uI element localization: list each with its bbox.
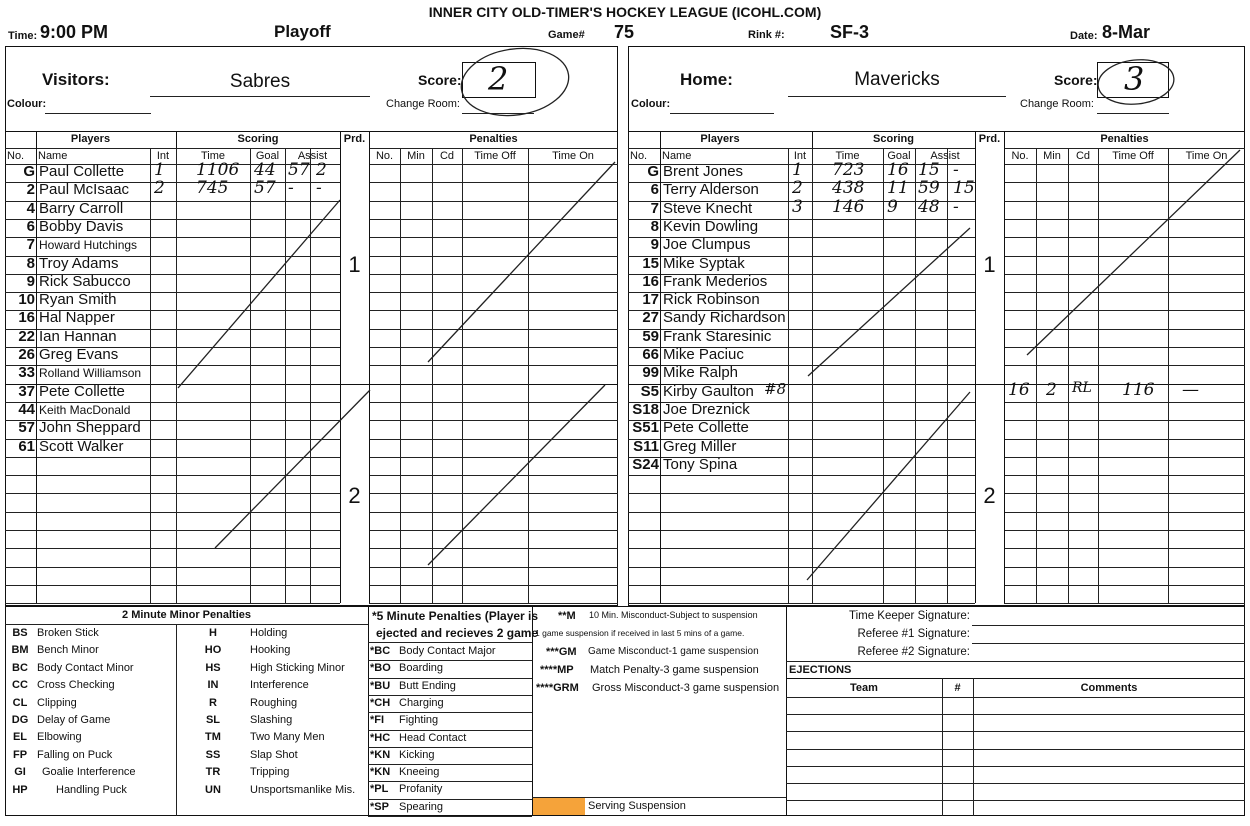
visitors-column-header: Name — [38, 150, 68, 162]
scoring-time: 745 — [196, 178, 229, 199]
player-name: Mike Ralph — [663, 364, 739, 382]
scoring-assist1: 15 — [918, 160, 940, 180]
visitors-column-header: No. — [375, 150, 394, 162]
home-column-header: Time — [835, 150, 860, 162]
visitors-column-header: Goal — [255, 150, 280, 162]
visitors-label: Visitors: — [42, 70, 110, 89]
scoring-assist1: 57 — [288, 160, 310, 180]
player-name: Rolland Williamson — [39, 366, 142, 381]
home-column-header: No. — [630, 150, 648, 162]
player-number: 15 — [642, 254, 659, 272]
minor-desc: Cross Checking — [37, 679, 115, 692]
minor-penalties-title: 2 Minute Minor Penalties — [122, 609, 251, 621]
misconduct-code: **M — [558, 610, 576, 622]
player-name: Brent Jones — [663, 163, 744, 180]
player-number: 4 — [26, 199, 35, 217]
visitors-players-header: Players — [70, 133, 111, 145]
minor-desc: Hooking — [250, 644, 291, 657]
major-desc: Boarding — [399, 662, 444, 675]
visitors-column-header: Time Off — [474, 150, 516, 162]
player-number: 6 — [650, 181, 659, 199]
player-name: Howard Hutchings — [39, 238, 138, 253]
signature-label: Referee #1 Signature: — [857, 628, 970, 640]
scoring-int: 1 — [792, 160, 803, 180]
home-period-1: 1 — [983, 252, 996, 277]
minor-desc: Delay of Game — [37, 714, 111, 726]
minor-code: CL — [12, 696, 28, 709]
player-number: S24 — [632, 455, 659, 473]
player-name: Paul Collette — [39, 163, 125, 180]
home-column-header: Int — [793, 150, 807, 162]
grm-code: ****GRM — [536, 682, 579, 694]
scoring-int: 2 — [792, 178, 803, 199]
major-title-1: *5 Minute Penalties (Player is — [372, 609, 539, 623]
signature-label: Referee #2 Signature: — [857, 646, 970, 658]
player-number: G — [23, 163, 35, 180]
major-code: *BU — [370, 679, 391, 692]
gm-desc: Game Misconduct-1 game suspension — [588, 646, 759, 657]
penalty-number: 16 — [1008, 379, 1030, 400]
player-number: G — [647, 163, 659, 180]
player-number: 59 — [642, 327, 659, 345]
player-number: 7 — [26, 236, 35, 254]
game-label: Game# — [548, 29, 585, 41]
scoring-goal: 44 — [254, 160, 276, 180]
scoring-assist1: 59 — [918, 178, 940, 199]
visitors-column-header: Time — [200, 150, 226, 162]
major-code: *SP — [370, 800, 389, 813]
scoring-assist1: - — [288, 178, 294, 199]
home-players-header: Players — [700, 133, 740, 145]
penalty-time-on: — — [1182, 379, 1199, 400]
player-name: Frank Mederios — [663, 272, 768, 290]
visitors-column-header: Time On — [552, 150, 594, 162]
major-code: *BC — [370, 645, 391, 657]
gm-code: ***GM — [546, 646, 577, 658]
minor-desc: Goalie Interference — [42, 766, 136, 779]
scoring-assist2: - — [316, 178, 322, 199]
minor-code: SL — [205, 714, 221, 726]
minor-desc: Two Many Men — [250, 731, 325, 744]
visitors-colour-label: Colour: — [7, 98, 47, 110]
visitors-scoring-header: Scoring — [237, 133, 279, 145]
visitors-score: 2 — [488, 60, 509, 98]
home-change-room-label: Change Room: — [1020, 98, 1094, 110]
player-number: 57 — [18, 419, 35, 437]
mp-code: ****MP — [540, 664, 574, 676]
minor-code: CC — [12, 679, 28, 692]
scoring-assist2: 2 — [316, 160, 327, 180]
misconduct-desc: 10 Min. Misconduct-Subject to suspension — [589, 610, 758, 620]
player-name: Ian Hannan — [39, 327, 117, 345]
scoring-time: 1106 — [196, 160, 240, 180]
visitors-penalties-header: Penalties — [469, 133, 518, 145]
scoring-goal: 16 — [887, 160, 909, 180]
visitors-column-header: Int — [156, 150, 170, 162]
player-number: 16 — [18, 309, 35, 327]
minor-desc: Slap Shot — [250, 748, 298, 761]
visitors-column-header: Min — [407, 150, 425, 162]
player-number: 9 — [26, 272, 35, 290]
player-name: Bobby Davis — [39, 217, 124, 235]
major-code: *BO — [370, 662, 391, 675]
player-number: 37 — [18, 382, 35, 400]
major-title-2: ejected and recieves 2 game — [376, 626, 539, 640]
player-name: Tony Spina — [663, 455, 738, 473]
visitors-period-2: 2 — [348, 483, 361, 508]
rink-label: Rink #: — [748, 29, 785, 41]
minor-desc: High Sticking Minor — [250, 661, 345, 674]
signature-label: Time Keeper Signature: — [848, 610, 970, 622]
visitors-column-header: Cd — [439, 150, 455, 162]
scoring-assist2: - — [953, 160, 959, 180]
minor-desc: Unsportsmanlike Mis. — [250, 783, 356, 796]
player-number: 99 — [642, 364, 659, 382]
major-code: *FI — [370, 714, 385, 727]
penalty-min: 2 — [1046, 379, 1057, 400]
home-colour-label: Colour: — [631, 98, 671, 110]
date-value: 8-Mar — [1102, 22, 1151, 42]
visitors-prd-header: Prd. — [343, 133, 366, 145]
home-column-header: Goal — [887, 150, 911, 162]
scoring-assist2: - — [953, 196, 959, 217]
player-name: Scott Walker — [39, 437, 124, 455]
player-number: 8 — [26, 254, 35, 272]
player-number: 61 — [18, 437, 35, 455]
home-column-header: No. — [1011, 150, 1029, 162]
player-number: 44 — [18, 400, 35, 418]
minor-desc: Elbowing — [37, 731, 82, 744]
home-penalties-header: Penalties — [1100, 133, 1149, 145]
player-number: S5 — [640, 382, 659, 400]
minor-code: FP — [12, 748, 28, 761]
player-name: Ryan Smith — [39, 291, 117, 309]
minor-code: BM — [11, 644, 29, 657]
player-name: Mike Paciuc — [663, 346, 744, 363]
minor-code: HP — [12, 783, 28, 796]
minor-desc: Slashing — [250, 714, 293, 726]
major-desc: Kneeing — [399, 766, 440, 779]
player-name: John Sheppard — [39, 419, 141, 437]
scoring-time: 438 — [832, 178, 865, 199]
player-number: 7 — [650, 199, 659, 217]
major-desc: Body Contact Major — [399, 645, 496, 657]
player-note: #8 — [764, 379, 787, 398]
player-name: Joe Clumpus — [663, 236, 751, 254]
player-number: S18 — [632, 400, 659, 418]
grm-desc: Gross Misconduct-3 game suspension — [592, 682, 780, 694]
minor-code: HS — [205, 661, 221, 674]
penalty-code: RL — [1072, 379, 1092, 396]
player-number: 33 — [18, 364, 35, 382]
player-number: 66 — [642, 346, 659, 363]
player-name: Pete Collette — [663, 419, 749, 437]
home-column-header: Cd — [1075, 150, 1091, 162]
player-number: S11 — [633, 437, 659, 455]
player-number: 6 — [26, 217, 35, 235]
minor-desc: Handling Puck — [56, 783, 127, 796]
player-number: 17 — [642, 291, 659, 309]
minor-desc: Roughing — [250, 696, 298, 709]
minor-code: BC — [12, 661, 28, 674]
player-name: Terry Alderson — [663, 181, 759, 199]
player-name: Frank Staresinic — [663, 327, 772, 345]
visitors-column-header: No. — [7, 150, 25, 162]
minor-code: DG — [11, 714, 29, 726]
major-code: *KN — [370, 748, 391, 761]
time-label: Time: — [8, 30, 38, 42]
date-label: Date: — [1070, 30, 1098, 42]
minor-desc: Bench Minor — [37, 644, 99, 657]
minor-code: UN — [205, 783, 221, 796]
minor-desc: Interference — [250, 679, 309, 692]
major-desc: Butt Ending — [399, 679, 456, 692]
player-name: Mike Syptak — [663, 254, 745, 272]
penalty-time-off: 116 — [1122, 379, 1155, 400]
serving-suspension-swatch — [533, 798, 585, 815]
scoring-assist1: 48 — [918, 196, 940, 217]
player-name: Hal Napper — [39, 309, 115, 327]
player-name: Rick Sabucco — [39, 272, 131, 290]
major-desc: Head Contact — [399, 731, 467, 744]
minor-code: TR — [205, 766, 221, 779]
home-column-header: Name — [662, 150, 692, 162]
player-number: 10 — [18, 291, 35, 309]
minor-code: GI — [14, 766, 26, 779]
home-scoring-header: Scoring — [873, 133, 914, 145]
visitors-column-header: Assist — [297, 150, 328, 162]
scoring-int: 3 — [792, 196, 803, 217]
major-code: *HC — [370, 731, 391, 744]
scoring-goal: 9 — [887, 196, 898, 217]
player-number: 22 — [18, 327, 35, 345]
minor-code: HO — [204, 644, 222, 657]
home-period-2: 2 — [983, 483, 996, 508]
home-score-label: Score: — [1054, 72, 1098, 88]
major-desc: Fighting — [399, 714, 439, 727]
time-value: 9:00 PM — [40, 22, 109, 42]
game-number: 75 — [614, 22, 635, 42]
player-name: Steve Knecht — [663, 199, 753, 217]
ejections-title: EJECTIONS — [789, 664, 852, 676]
player-name: Greg Miller — [663, 437, 737, 455]
player-name: Pete Collette — [39, 382, 125, 400]
home-team-name: Mavericks — [854, 69, 940, 90]
serving-suspension-label: Serving Suspension — [588, 800, 686, 812]
player-number: 2 — [26, 181, 35, 199]
scoring-goal: 57 — [254, 178, 276, 199]
player-name: Barry Carroll — [39, 199, 124, 217]
player-name: Kirby Gaulton — [663, 382, 754, 400]
major-code: *PL — [370, 783, 389, 796]
player-number: 8 — [650, 217, 659, 235]
player-number: 16 — [642, 272, 659, 290]
home-column-header: Time Off — [1112, 150, 1154, 162]
major-code: *CH — [370, 696, 391, 709]
minor-code: SS — [205, 748, 221, 761]
major-desc: Spearing — [399, 800, 444, 813]
minor-code: TM — [205, 731, 221, 744]
major-code: *KN — [370, 766, 391, 779]
game-type: Playoff — [274, 22, 331, 41]
scoring-int: 2 — [154, 178, 165, 199]
visitors-period-1: 1 — [348, 252, 361, 277]
visitors-change-room-label: Change Room: — [386, 98, 460, 110]
minor-code: IN — [207, 679, 219, 692]
minor-code: EL — [12, 731, 28, 744]
major-desc: Profanity — [399, 783, 443, 796]
minor-desc: Holding — [250, 627, 288, 639]
minor-code: H — [209, 627, 217, 639]
player-name: Keith MacDonald — [39, 402, 131, 417]
scoring-time: 146 — [832, 196, 865, 217]
visitors-team-name: Sabres — [229, 71, 291, 92]
player-name: Sandy Richardson — [663, 309, 786, 327]
scoring-time: 723 — [832, 160, 865, 180]
player-name: Rick Robinson — [663, 291, 760, 309]
ejections-comments-header: Comments — [1080, 682, 1138, 694]
player-number: 26 — [18, 346, 35, 363]
player-name: Greg Evans — [39, 346, 119, 363]
minor-desc: Falling on Puck — [37, 748, 113, 761]
league-title: INNER CITY OLD-TIMER'S HOCKEY LEAGUE (ICOHL.COM) — [428, 4, 822, 20]
scoring-int: 1 — [154, 160, 165, 180]
player-name: Joe Dreznick — [663, 400, 750, 418]
home-column-header: Min — [1043, 150, 1061, 162]
ejections-number-header: # — [954, 682, 961, 694]
home-column-header: Time On — [1185, 150, 1228, 162]
minor-desc: Tripping — [250, 766, 290, 779]
home-score: 3 — [1124, 60, 1145, 98]
home-column-header: Assist — [930, 150, 960, 162]
player-name: Paul McIsaac — [39, 181, 130, 199]
home-prd-header: Prd. — [978, 133, 1001, 145]
visitors-score-label: Score: — [418, 72, 462, 88]
minor-desc: Clipping — [37, 696, 77, 709]
scoring-assist2: 15 — [953, 178, 975, 199]
player-name: Troy Adams — [39, 254, 119, 272]
player-number: 27 — [642, 309, 659, 327]
rink-value: SF-3 — [830, 22, 870, 42]
player-name: Kevin Dowling — [663, 217, 759, 235]
minor-code: R — [209, 696, 217, 709]
minor-code: BS — [12, 627, 28, 639]
player-number: S51 — [632, 419, 659, 437]
misconduct-desc-2: 1 game suspension if received in last 5 mins of a game. — [535, 628, 745, 638]
scoring-goal: 11 — [887, 178, 909, 199]
mp-desc: Match Penalty-3 game suspension — [590, 664, 759, 676]
home-label: Home: — [680, 70, 733, 89]
ejections-team-header: Team — [850, 682, 878, 694]
player-number: 9 — [650, 236, 659, 254]
minor-desc: Broken Stick — [37, 627, 99, 639]
minor-desc: Body Contact Minor — [37, 661, 134, 674]
major-desc: Kicking — [399, 748, 435, 761]
major-desc: Charging — [399, 696, 444, 709]
